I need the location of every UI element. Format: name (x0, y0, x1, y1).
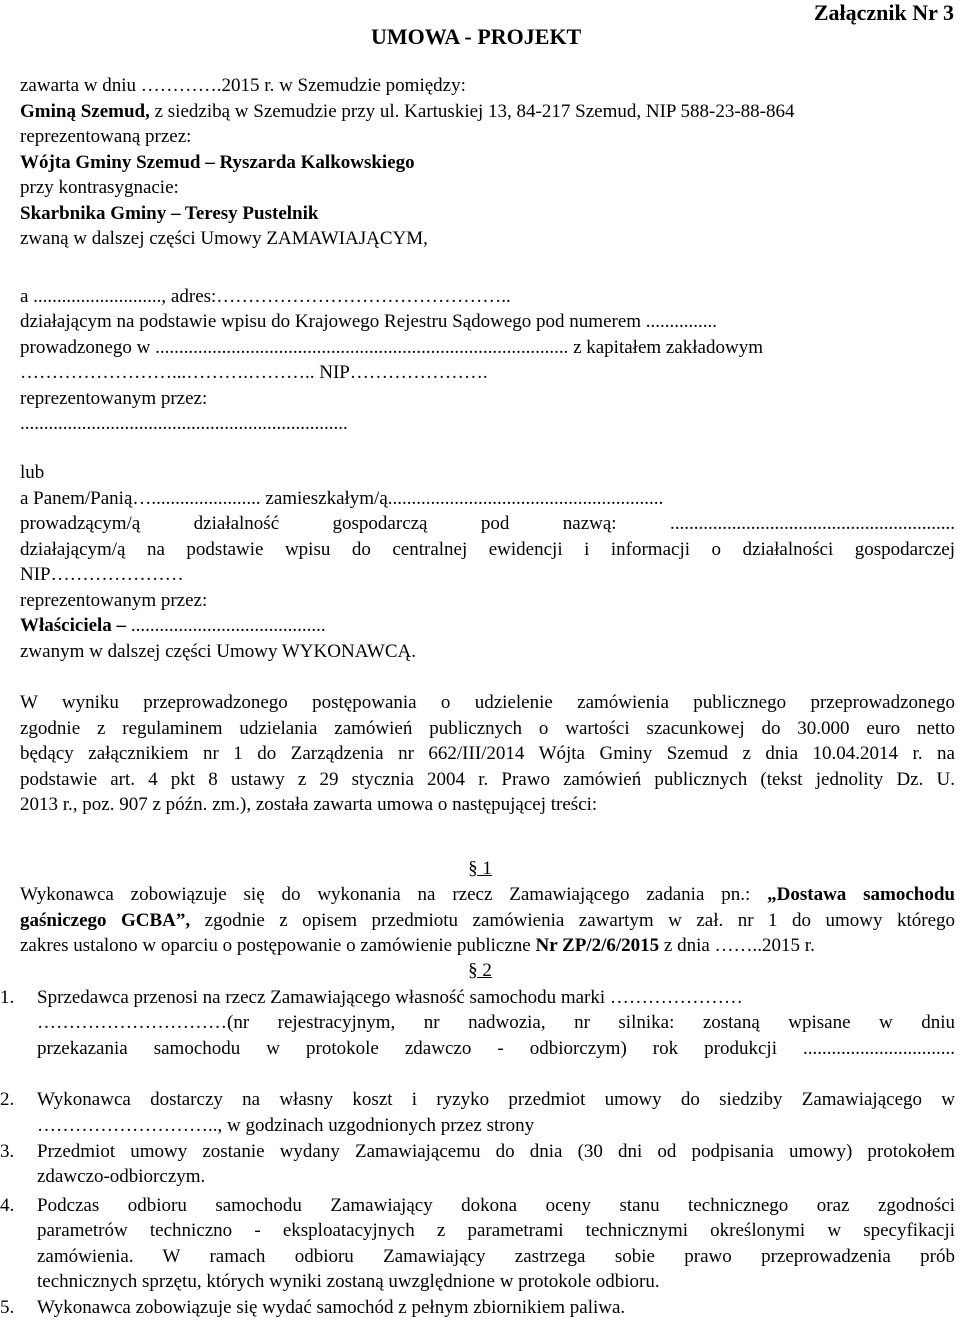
krs-line: działającym na podstawie wpisu do Krajowego Rejestru Sądowego pod numerem ............... (20, 311, 718, 332)
section-1-line (20, 908, 955, 933)
countersignature-label: przy kontrasygnacie: (20, 177, 179, 198)
contract-date-line: zawarta w dniu ………….2015 r. w Szemudzie pomiędzy: (20, 75, 466, 96)
list-number: 4. (0, 1195, 15, 1216)
list-number: 2. (0, 1089, 15, 1110)
procurement-number: Nr ZP/2/6/2015 (535, 935, 660, 956)
list-line: ……………………….., w godzinach uzgodnionych przez strony (37, 1115, 535, 1136)
owner-line (20, 613, 326, 638)
list-line: Wykonawca zobowiązuje się wydać samochód z pełnym zbiornikiem paliwa. (37, 1297, 626, 1318)
represented-by-label: reprezentowaną przez: (20, 126, 192, 147)
list-line: Sprzedawca przenosi na rzecz Zamawiającego własność samochodu marki ………………… (37, 987, 743, 1008)
list-line: Podczas odbioru samochodu Zamawiający dokona oceny stanu technicznego oraz zgodności (37, 1195, 955, 1216)
mayor-name: Wójta Gminy Szemud – Ryszarda Kalkowskiego (20, 152, 415, 173)
annex-label: Załącznik Nr 3 (813, 0, 954, 25)
list-line: zdawczo-odbiorczym. (37, 1166, 206, 1187)
contractor-address-line: a ..........................., adres:……………………………………….. (20, 286, 511, 307)
list-line: zamówienia. W ramach odbioru Zamawiający zastrzega sobie prawo przeprowadzenia prób (37, 1246, 955, 1267)
section-1-text: zgodnie z opisem przedmiotu zamówienia zawartym w zał. nr 1 do umowy którego (190, 910, 956, 931)
intro-line: podstawie art. 4 pkt 8 ustawy z 29 stycznia 2004 r. Prawo zamówień publicznych (tekst jednolity Dz. U. (20, 769, 955, 790)
intro-line: W wyniku przeprowadzonego postępowania o udzielenie zamówienia publicznego przeprowadzonego (20, 692, 955, 713)
list-line: Przedmiot umowy zostanie wydany Zamawiającemu do dnia (30 dni od podpisania umowy) protokołem (37, 1141, 955, 1162)
section-1-heading (0, 856, 960, 881)
document-title: UMOWA - PROJEKT (371, 24, 582, 49)
contractor-represented-label: reprezentowanym przez: (20, 388, 208, 409)
conducted-line: prowadzonego w ....................................................................................... z kapitałem zakładowym (20, 337, 763, 358)
list-number: 3. (0, 1141, 15, 1162)
contractor-line: zwanym w dalszej części Umowy WYKONAWCĄ. (20, 641, 416, 662)
section-1-date: z dnia ……..2015 r. (659, 935, 815, 956)
list-line: przekazania samochodu w protokole zdawczo - odbiorczym) rok produkcji ................................ (37, 1038, 955, 1059)
nip-line: ……………………...……….……….. NIP…………………. (20, 362, 488, 383)
ceidg-line: działającym/ą na podstawie wpisu do centralnej ewidencji i informacji o działalności gospodarczej (20, 539, 955, 560)
treasurer-name: Skarbnika Gminy – Teresy Pustelnik (20, 203, 319, 224)
section-1-text: zakres ustalono w oparciu o postępowanie o zamówienie publiczne (20, 935, 536, 956)
municipality-name: Gminą Szemud, (20, 101, 150, 122)
individual-line: a Panem/Panią…....................... zamieszkałym/ą.......................................................... (20, 488, 664, 509)
list-line: Wykonawca dostarczy na własny koszt i ryzyko przedmiot umowy do siedziby Zamawiającego w (37, 1089, 955, 1110)
task-name-end: gaśniczego GCBA”, (20, 910, 191, 931)
list-line: technicznych sprzętu, których wyniki zostaną uwzględnione w protokole odbioru. (37, 1271, 660, 1292)
owner-label: Właściciela – (20, 615, 127, 636)
list-number: 5. (0, 1297, 15, 1318)
municipality-address: z siedzibą w Szemudzie przy ul. Kartuskiej 13, 84-217 Szemud, NIP 588-23-88-864 (149, 101, 795, 122)
section-1-line (20, 933, 815, 958)
section-1-text: Wykonawca zobowiązuje się do wykonania na rzecz Zamawiającego zadania pn.: (20, 884, 768, 905)
section-1-line (20, 882, 955, 907)
intro-line: zgodnie z regulaminem udzielania zamówień publicznych o wartości szacunkowej do 30.000 euro netto (20, 718, 955, 739)
individual-nip-line: NIP………………… (20, 564, 184, 585)
owner-blank: ......................................... (126, 615, 326, 636)
municipality-line (20, 99, 795, 124)
section-2-heading (0, 958, 960, 983)
section-2-heading-text: § 2 (468, 960, 492, 981)
section-1-heading-text: § 1 (468, 858, 492, 879)
or-label: lub (20, 462, 45, 483)
business-name-line: prowadzącym/ą działalność gospodarczą pod nazwą: ............................................................ (20, 513, 955, 534)
list-line: parametrów techniczno - eksploatacyjnych z parametrami technicznymi określonymi w specyfikacji (37, 1220, 955, 1241)
list-line: …………………………(nr rejestracyjnym, nr nadwozia, nr silnika: zostaną wpisane w dniu (37, 1012, 955, 1033)
intro-line: będący załącznikiem nr 1 do Zarządzenia nr 662/III/2014 Wójta Gminy Szemud z dnia 10.04.2014 r. na (20, 743, 955, 764)
representative-blank: ..................................................................... (20, 413, 348, 434)
ordering-party-line: zwaną w dalszej części Umowy ZAMAWIAJĄCYM, (20, 228, 428, 249)
list-number: 1. (0, 987, 15, 1008)
task-name-start: „Dostawa samochodu (767, 884, 955, 905)
intro-line: 2013 r., poz. 907 z późn. zm.), została zawarta umowa o następującej treści: (20, 794, 598, 815)
individual-represented-label: reprezentowanym przez: (20, 590, 208, 611)
